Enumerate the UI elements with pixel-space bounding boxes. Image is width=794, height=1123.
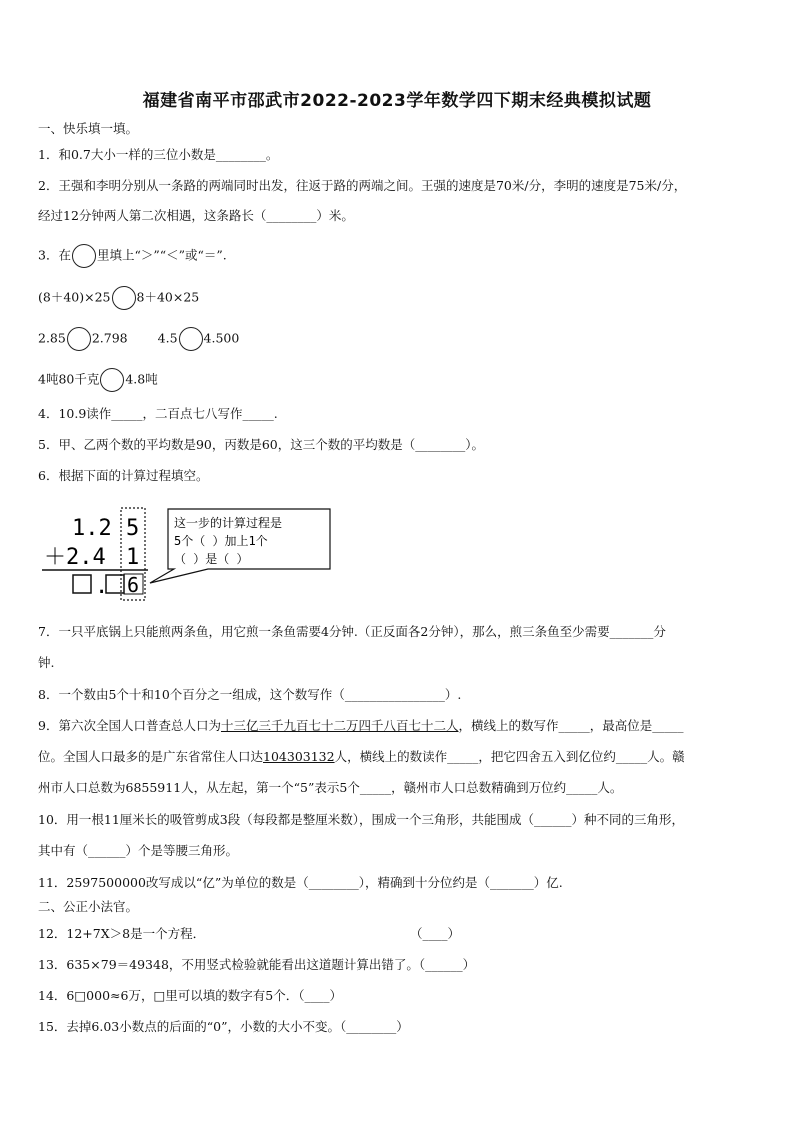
underlined-number: 104303132: [263, 749, 335, 764]
question-3-prefix: 3．在: [38, 247, 71, 263]
compare-left: 4.5: [157, 330, 178, 346]
answer-circle[interactable]: [100, 368, 124, 392]
question-3: [38, 244, 227, 268]
addend-1: 1.2: [72, 516, 112, 541]
question-3-suffix: 里填上“＞”“＜”或“＝”.: [96, 247, 227, 263]
question-9-line-3: 州市人口总数为6855911人，从左起，第一个“5”表示5个_____，赣州市人口总数精确到万位约_____人。: [38, 780, 623, 795]
question-9-line-1: [38, 717, 684, 735]
question-6: 6．根据下面的计算过程填空。: [38, 468, 209, 483]
question-5: 5．甲、乙两个数的平均数是90，丙数是60，这三个数的平均数是（________）。: [38, 437, 485, 452]
compare-left: 4吨80千克: [38, 371, 100, 387]
question-2-line-2: 经过12分钟两人第二次相遇，这条路长（________）米。: [38, 208, 354, 223]
question-15: 15．去掉6.03小数点的后面的“0”，小数的大小不变。（________）: [38, 1019, 409, 1034]
question-9-text: 9．第六次全国人口普查总人口为: [38, 718, 221, 733]
compare-right: 4.8吨: [125, 371, 158, 387]
question-9-text: 位。全国人口最多的是广东省常住人口达: [38, 749, 264, 764]
question-9-text: 人，横线上的数读作_____，把它四舍五入到亿位约_____人。赣: [334, 749, 685, 764]
svg-text:.: .: [95, 574, 109, 599]
question-7-line-2: 钟.: [38, 655, 55, 670]
question-14: 14．6□000≈6万，□里可以填的数字有5个．（____）: [38, 988, 342, 1003]
section-heading-2: 二、公正小法官。: [38, 899, 139, 914]
question-13: 13．635×79＝49348，不用竖式检验就能看出这道题计算出错了。（______）: [38, 957, 476, 972]
question-12-answer[interactable]: （____）: [410, 926, 461, 941]
section-heading-1: 一、快乐填一填。: [38, 121, 139, 136]
question-10-line-1: 10．用一根11厘米长的吸管剪成3段（每段都是整厘米数），围成一个三角形，共能围成（______）种不同的三角形，: [38, 812, 685, 827]
addition-figure: [40, 503, 340, 605]
underlined-number: 十三亿三千九百七十二万四千八百七十二人: [220, 718, 459, 733]
page-title: 福建省南平市邵武市2022-2023学年数学四下期末经典模拟试题: [142, 91, 652, 111]
compare-left: (8＋40)×25: [38, 289, 111, 305]
answer-box[interactable]: [73, 575, 91, 593]
question-9-text: ，横线上的数写作_____，最高位是_____: [458, 718, 684, 733]
sum-digit: 6: [127, 573, 140, 597]
question-9-line-2: [38, 748, 685, 766]
question-4: 4．10.9读作_____，二百点七八写作_____.: [38, 406, 278, 421]
addend-2: ＋2.4: [44, 545, 106, 570]
bubble-line-3: （ ）是（ ）: [174, 552, 249, 566]
question-2-line-1: 2．王强和李明分别从一条路的两端同时出发，往返于路的两端之间。王强的速度是70米/分，李明的速度是75米/分，: [38, 178, 687, 193]
compare-row-1: [38, 286, 199, 310]
answer-circle[interactable]: [179, 327, 203, 351]
question-1: 1．和0.7大小一样的三位小数是________。: [38, 147, 279, 162]
question-7-line-1: 7．一只平底锅上只能煎两条鱼，用它煎一条鱼需要4分钟.（正反面各2分钟），那么，煎三条鱼至少需要_______分: [38, 624, 666, 639]
compare-right: 4.500: [203, 330, 240, 346]
answer-circle[interactable]: [67, 327, 91, 351]
compare-row-2: [38, 327, 239, 351]
addend-2-digit: 1: [126, 545, 140, 570]
bubble-line-2: 5个（ ）加上1个: [174, 534, 268, 548]
question-12: 12．12+7X＞8是一个方程．: [38, 926, 206, 941]
compare-right: 8＋40×25: [136, 289, 200, 305]
compare-right: 2.798: [91, 330, 128, 346]
compare-left: 2.85: [38, 330, 66, 346]
question-10-line-2: 其中有（______）个是等腰三角形。: [38, 843, 239, 858]
bubble-line-1: 这一步的计算过程是: [174, 516, 283, 530]
answer-circle[interactable]: [112, 286, 136, 310]
compare-row-3: [38, 368, 158, 392]
addend-1-digit: 5: [126, 516, 140, 541]
answer-circle[interactable]: [72, 244, 96, 268]
question-11: 11．2597500000改写成以“亿”为单位的数是（________），精确到十分位约是（_______）亿.: [38, 875, 563, 890]
question-8: 8．一个数由5个十和10个百分之一组成，这个数写作（________________）.: [38, 687, 462, 702]
